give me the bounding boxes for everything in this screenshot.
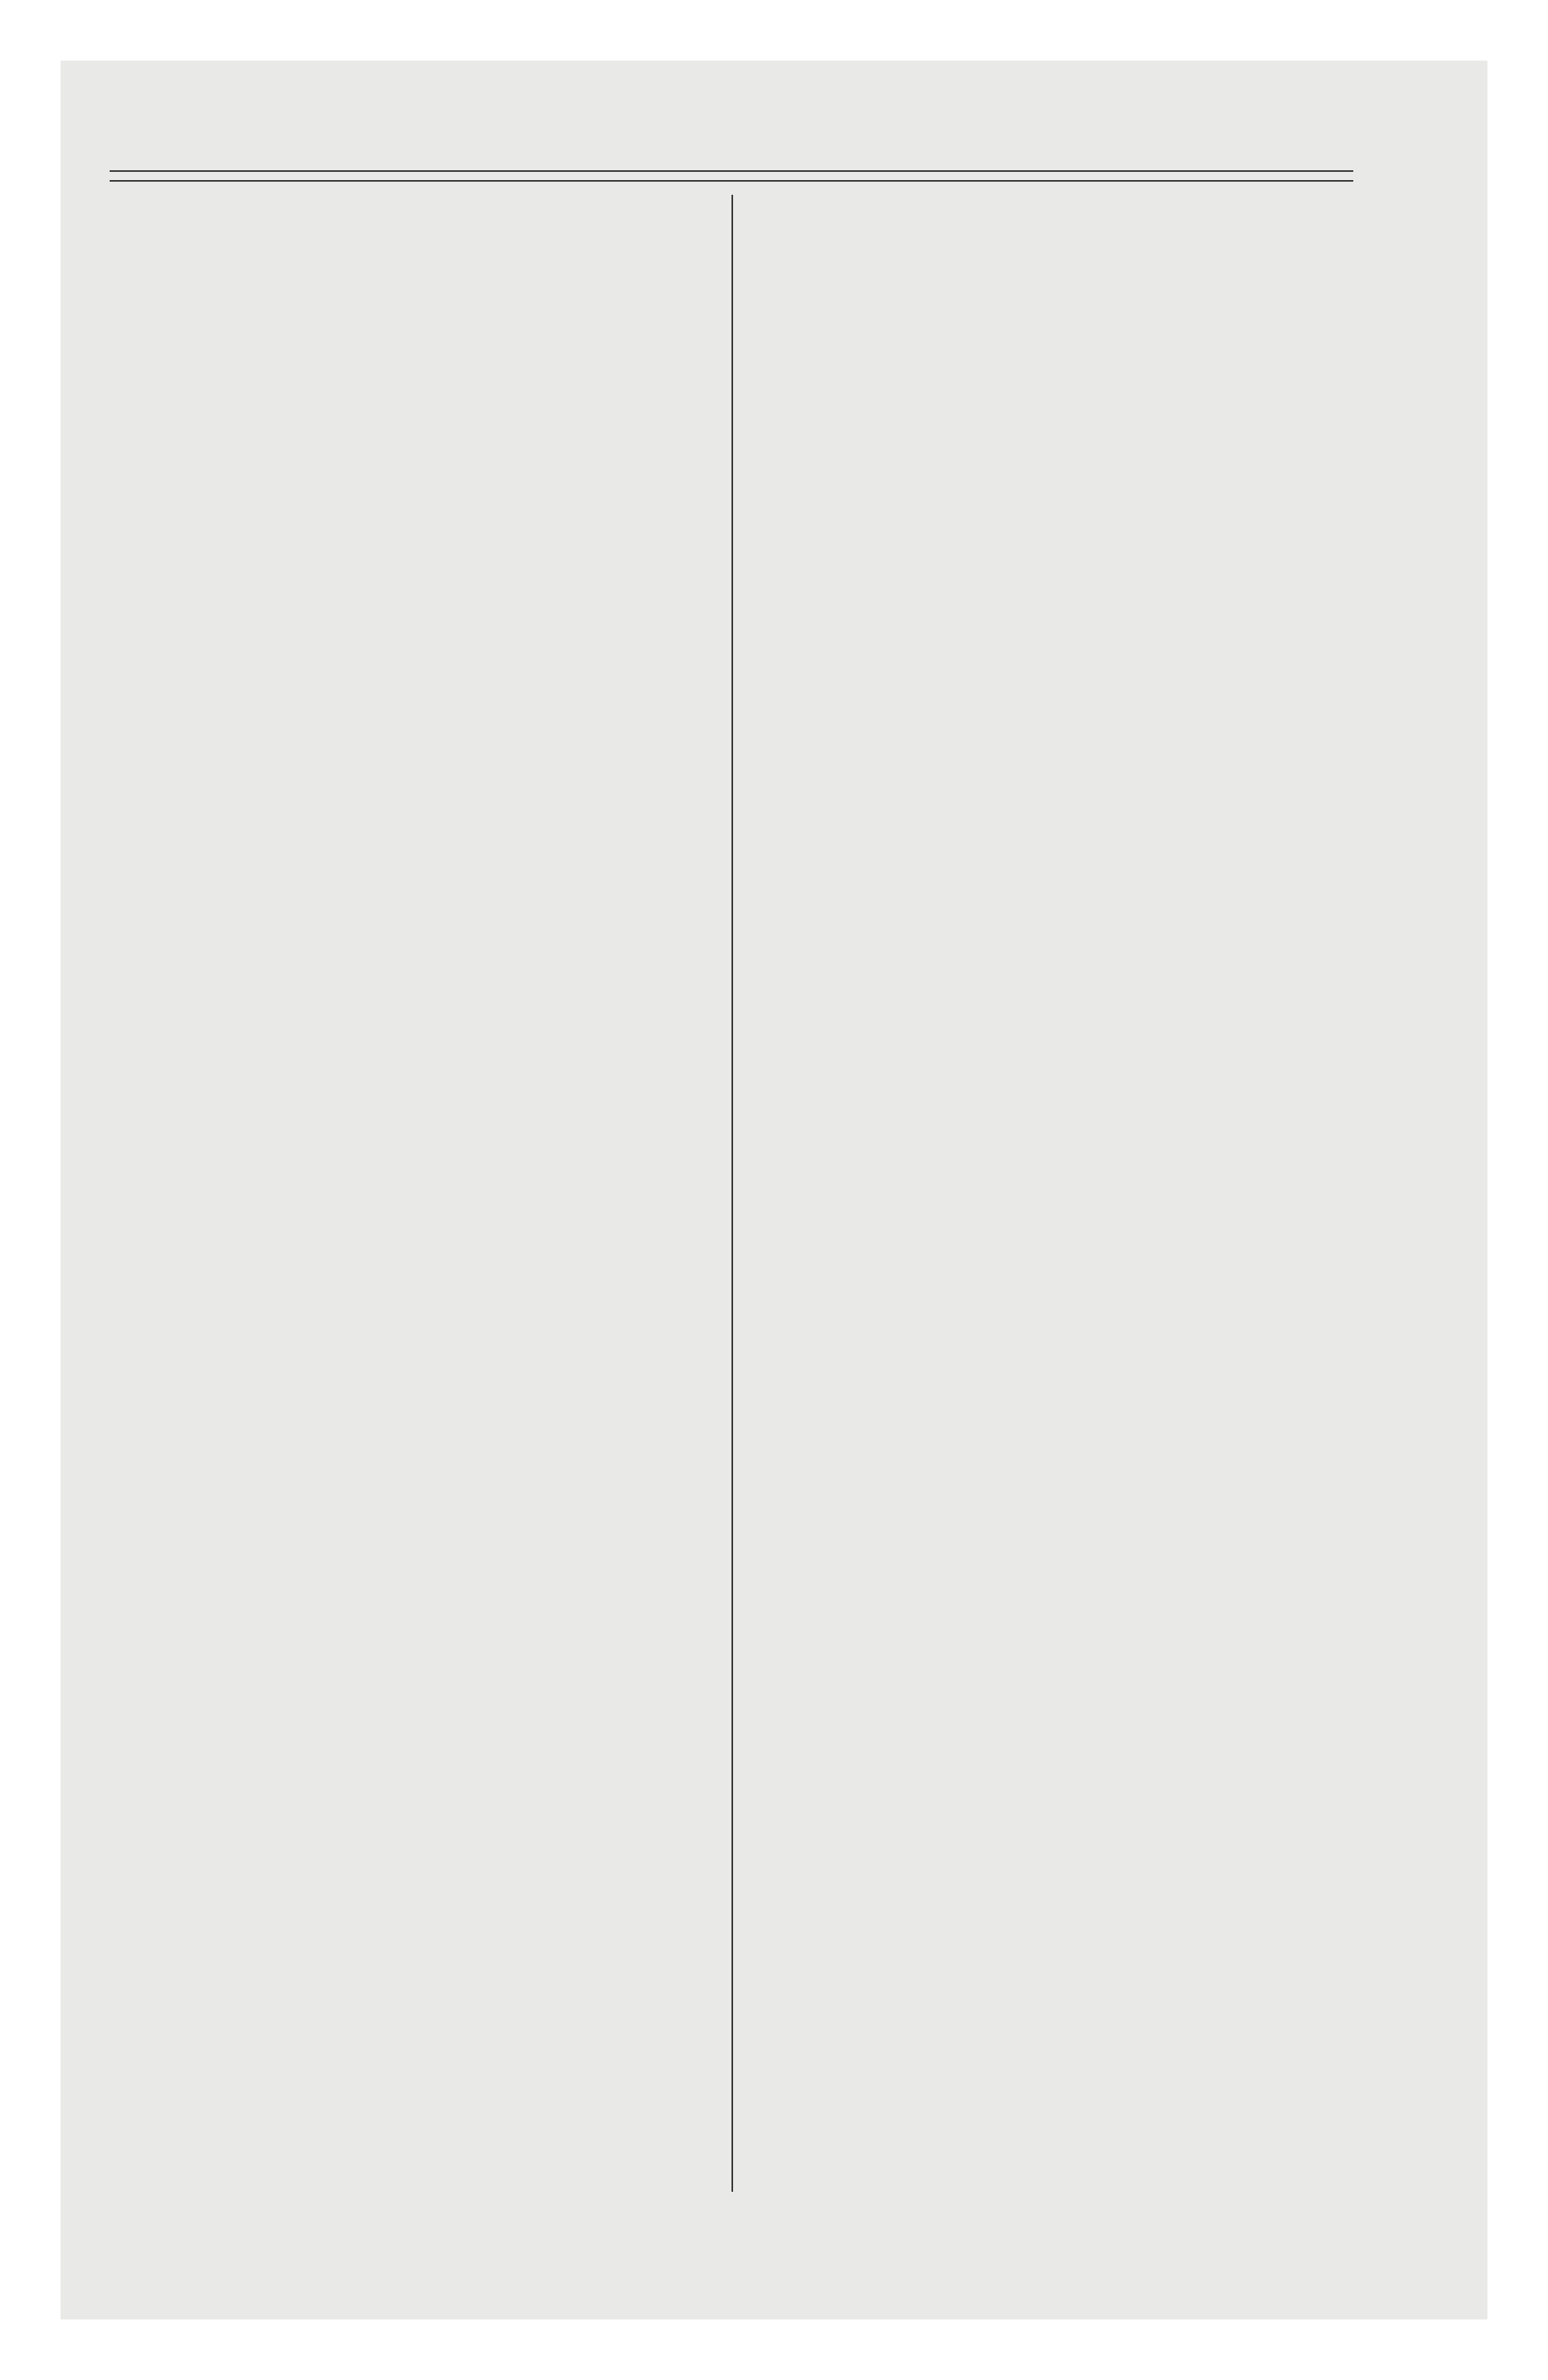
- page: [61, 61, 1487, 2319]
- column-divider: [731, 195, 733, 2192]
- header-rule-bottom: [110, 180, 1353, 182]
- header-rule-top: [110, 170, 1353, 172]
